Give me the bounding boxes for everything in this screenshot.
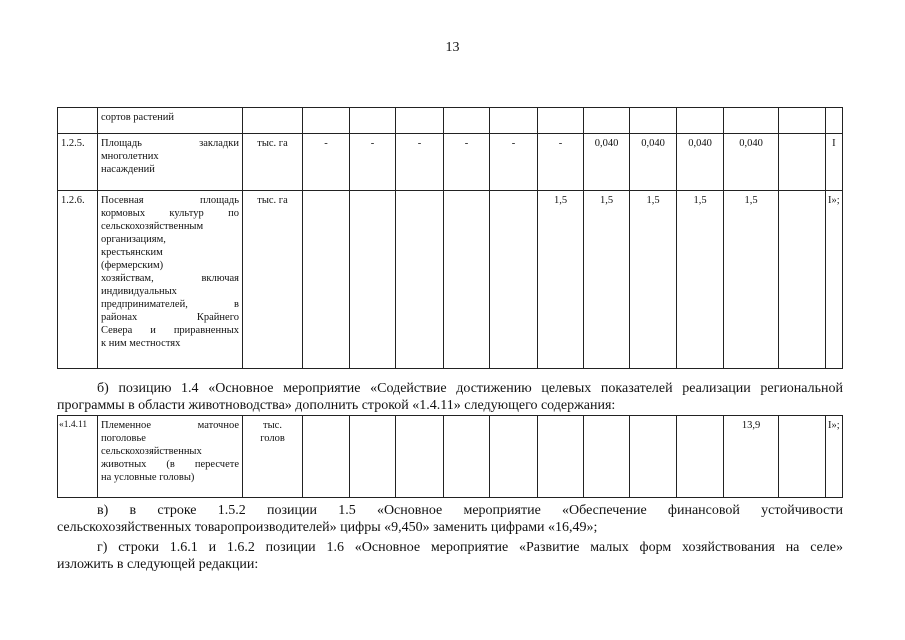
value-cell — [350, 416, 396, 498]
indicator-name-line: животных (в пересчете — [101, 459, 239, 470]
indicator-name-line: Посевная площадь — [101, 195, 239, 206]
value-cell: 0,040 — [630, 134, 677, 191]
unit-line: голов — [260, 433, 285, 444]
row-number-cell: 1.2.5. — [58, 134, 98, 191]
indicator-name-line: кормовых культур по — [101, 208, 239, 219]
value-cell: - — [444, 134, 490, 191]
value-cell — [303, 108, 350, 134]
unit-line: тыс. — [263, 420, 282, 431]
indicator-name-line: на условные головы) — [101, 472, 195, 483]
value-cell: 0,040 — [677, 134, 724, 191]
value-cell — [779, 191, 826, 369]
value-cell — [630, 416, 677, 498]
indicator-name-line: сельскохозяйственных — [101, 446, 202, 457]
indicator-name-line: Племенное маточное — [101, 420, 239, 431]
unit-cell: тыс. га — [243, 191, 303, 369]
value-cell — [396, 416, 444, 498]
paragraph-b — [57, 380, 843, 414]
value-cell: I»; — [826, 191, 843, 369]
indicator-name-line: крестьянским — [101, 247, 163, 258]
indicator-name-line: насаждений — [101, 164, 155, 175]
unit-cell — [243, 108, 303, 134]
value-cell — [490, 108, 538, 134]
indicator-name-line: (фермерским) — [101, 260, 164, 271]
value-cell: - — [538, 134, 584, 191]
value-cell: 0,040 — [724, 134, 779, 191]
value-cell — [444, 191, 490, 369]
value-cell — [490, 416, 538, 498]
indicator-name-line: сельскохозяйственным — [101, 221, 204, 232]
paragraph-b-line: программы в области животноводства» дополнить строкой «1.4.11» следующего содержания: — [57, 398, 616, 413]
value-cell — [677, 108, 724, 134]
table-row — [58, 134, 843, 191]
indicator-name-cell — [98, 416, 243, 498]
paragraph-v-line: в) в строке 1.5.2 позиции 1.5 «Основное мероприятие «Обеспечение финансовой устойчивости — [97, 503, 843, 518]
paragraph-g-line: изложить в следующей редакции: — [57, 557, 259, 572]
paragraph-g — [57, 539, 843, 573]
value-cell — [444, 108, 490, 134]
paragraph-v-line: сельскохозяйственных товаропроизводителей» цифры «9,450» заменить цифрами «16,49»; — [57, 520, 598, 535]
table-row — [58, 108, 843, 134]
paragraph-g-line: г) строки 1.6.1 и 1.6.2 позиции 1.6 «Основное мероприятие «Развитие малых форм хозяйствования на селе» — [97, 540, 843, 555]
value-cell — [630, 108, 677, 134]
value-cell — [677, 416, 724, 498]
value-cell — [303, 191, 350, 369]
value-cell — [538, 416, 584, 498]
value-cell: - — [490, 134, 538, 191]
value-cell — [724, 108, 779, 134]
indicator-name-line: Севера и приравненных — [101, 325, 239, 336]
indicator-name-line: поголовье — [101, 433, 146, 444]
value-cell — [538, 108, 584, 134]
indicator-name-line: индивидуальных — [101, 286, 177, 297]
value-cell: 1,5 — [724, 191, 779, 369]
value-cell — [350, 108, 396, 134]
paragraph-v — [57, 502, 843, 536]
value-cell: 1,5 — [677, 191, 724, 369]
value-cell: I»; — [826, 416, 843, 498]
indicator-name-line: многолетних — [101, 151, 159, 162]
value-cell — [584, 108, 630, 134]
value-cell — [396, 191, 444, 369]
row-number-cell: 1.2.6. — [58, 191, 98, 369]
value-cell — [444, 416, 490, 498]
indicator-name-line: Площадь закладки — [101, 138, 239, 149]
indicator-name-line: хозяйствам, включая — [101, 273, 239, 284]
indicator-name-line: предпринимателей, в — [101, 299, 239, 310]
unit-cell — [243, 416, 303, 498]
value-cell — [826, 108, 843, 134]
row-number-cell: «1.4.11 — [58, 416, 98, 498]
value-cell — [779, 108, 826, 134]
table-row — [58, 416, 843, 498]
value-cell — [350, 191, 396, 369]
indicator-name-line: к ним местностях — [101, 338, 181, 349]
value-cell: 1,5 — [538, 191, 584, 369]
indicator-name-cell — [98, 108, 243, 134]
indicator-name-line: организациям, — [101, 234, 166, 245]
value-cell: 0,040 — [584, 134, 630, 191]
indicator-name-line: районах Крайнего — [101, 312, 239, 323]
program-indicators-table — [57, 107, 843, 369]
row-number-cell — [58, 108, 98, 134]
livestock-row-table — [57, 415, 843, 498]
value-cell — [584, 416, 630, 498]
value-cell: 13,9 — [724, 416, 779, 498]
indicator-name-line: сортов растений — [101, 112, 174, 123]
unit-cell: тыс. га — [243, 134, 303, 191]
value-cell: 1,5 — [584, 191, 630, 369]
table-row — [58, 191, 843, 369]
value-cell: 1,5 — [630, 191, 677, 369]
value-cell — [303, 416, 350, 498]
value-cell — [779, 416, 826, 498]
indicator-name-cell — [98, 191, 243, 369]
value-cell — [490, 191, 538, 369]
value-cell: I — [826, 134, 843, 191]
value-cell — [396, 108, 444, 134]
paragraph-b-line: б) позицию 1.4 «Основное мероприятие «Содействие достижению целевых показателей реализации региональной — [97, 381, 843, 396]
value-cell: - — [350, 134, 396, 191]
value-cell — [779, 134, 826, 191]
value-cell: - — [303, 134, 350, 191]
page-number: 13 — [445, 40, 460, 55]
indicator-name-cell — [98, 134, 243, 191]
value-cell: - — [396, 134, 444, 191]
